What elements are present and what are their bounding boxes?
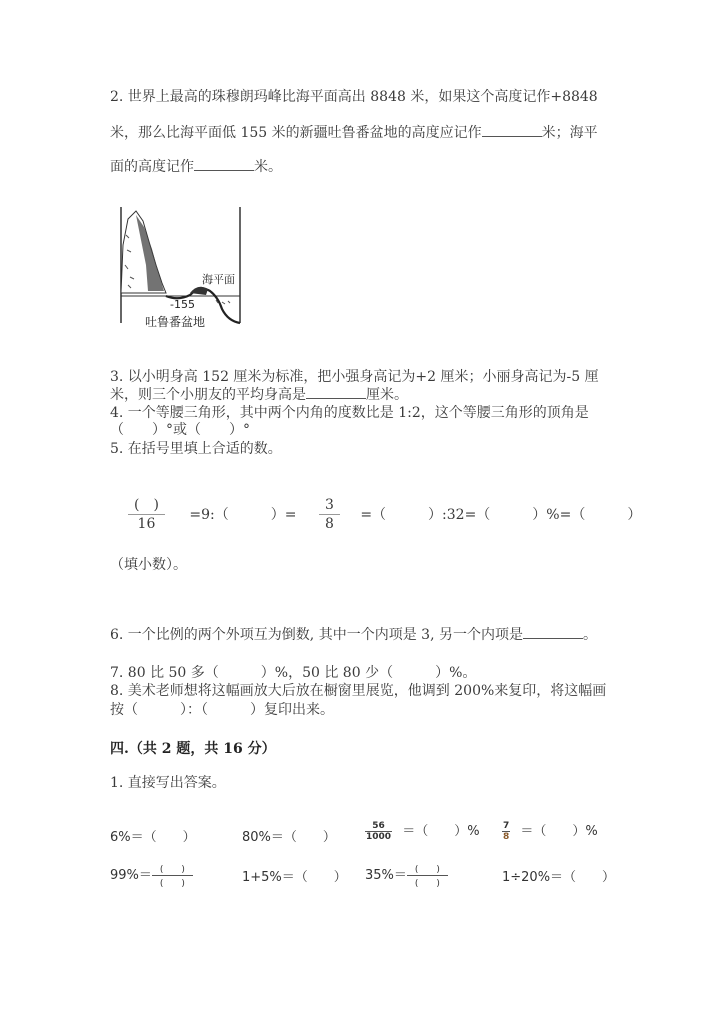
calc-item-8[interactable]: 1÷20%＝（ ） [502, 870, 616, 885]
q2-line1: 2. 世界上最高的珠穆朗玛峰比海平面高出 8848 米，如果这个高度记作+8848 [110, 89, 598, 105]
q3-line1: 3. 以小明身高 152 厘米为标准，把小强身高记为+2 厘米；小丽身高记为-5 厘 [110, 369, 599, 385]
calc-item-7[interactable] [365, 862, 448, 889]
calc-item-5[interactable] [110, 862, 193, 889]
q6-line1 [110, 626, 597, 644]
sea-level-label: 海平面 [202, 273, 235, 286]
q5-equation [128, 496, 641, 533]
calc-item-5-num[interactable]: ( ) [159, 865, 185, 875]
calc-item-4-num: 7 [503, 821, 510, 831]
calc-item-5-lhs: 99%＝ [110, 868, 152, 883]
depth-label: -155 [170, 298, 195, 311]
q3-line2-text: 米，则三个小朋友的平均身高是 [110, 387, 306, 403]
q5-note: （填小数）。 [110, 557, 187, 573]
mountain-basin-illustration [118, 205, 244, 330]
terrain-figure [118, 205, 244, 330]
calc-item-5-den[interactable]: ( ) [152, 875, 193, 889]
calc-item-2[interactable]: 80%＝（ ） [242, 830, 336, 845]
q5-frac2-denominator: 8 [319, 514, 340, 533]
calc-item-4-rest: ＝（ ）% [520, 824, 598, 839]
basin-label: 吐鲁番盆地 [145, 315, 206, 329]
calc-item-6[interactable]: 1+5%＝（ ） [242, 870, 347, 885]
calc-item-1[interactable]: 6%＝（ ） [110, 830, 196, 845]
q5-frac2-numerator: 3 [324, 497, 334, 513]
q8-line1: 8. 美术老师想将这幅画放大后放在橱窗里展览，他调到 200%来复印，将这幅画 [110, 683, 607, 699]
q7-line1[interactable]: 7. 80 比 50 多（ ）%，50 比 80 少（ ）%。 [110, 665, 477, 681]
q6-tail: 。 [582, 627, 597, 643]
q6-answer-blank[interactable] [523, 626, 583, 639]
q2-line2 [110, 124, 598, 142]
q2-line2-tail: 米；海平 [541, 125, 598, 141]
calc-item-4-fraction [502, 821, 510, 842]
q5-part2[interactable]: =9:（ ）= [189, 506, 297, 523]
calc-item-3-rest: ＝（ ）% [402, 824, 480, 839]
calc-item-3-fraction [365, 821, 392, 842]
section-4-header: 四.（共 2 题，共 16 分） [110, 741, 276, 757]
calc-item-3[interactable] [365, 820, 480, 842]
calc-item-4-den: 8 [503, 832, 510, 842]
q3-line2 [110, 386, 408, 404]
calc-item-7-fraction [407, 862, 448, 889]
q4-line2[interactable]: （ ）°或（ ）° [110, 422, 250, 438]
q5-line1: 5. 在括号里填上合适的数。 [110, 441, 282, 457]
q5-fraction-1 [128, 496, 165, 533]
q5-frac1-denominator: 16 [128, 514, 165, 533]
q2-line2-text: 米，那么比海平面低 155 米的新疆吐鲁番盆地的高度应记作 [110, 125, 482, 141]
q2-answer-blank-2[interactable] [194, 158, 254, 171]
section-4-q1: 1. 直接写出答案。 [110, 775, 226, 791]
calc-item-3-num: 56 [372, 821, 385, 831]
q3-answer-blank[interactable] [306, 386, 366, 399]
q5-fraction-2 [319, 496, 340, 533]
q2-line3 [110, 158, 282, 176]
q5-part3[interactable]: =（ ）:32=（ ）%=（ ） [360, 506, 642, 523]
q5-frac1-numerator[interactable]: ( ) [134, 497, 159, 513]
q4-line1: 4. 一个等腰三角形，其中两个内角的度数比是 1:2，这个等腰三角形的顶角是 [110, 405, 589, 421]
calc-item-3-den: 1000 [366, 832, 392, 842]
q6-text: 6. 一个比例的两个外项互为倒数, 其中一个内项是 3, 另一个内项是 [110, 627, 523, 643]
q2-line3-text: 面的高度记作 [110, 159, 194, 175]
q2-line3-tail: 米。 [254, 159, 282, 175]
calc-item-7-lhs: 35%＝ [365, 868, 407, 883]
q3-line2-tail: 厘米。 [366, 387, 408, 403]
q2-answer-blank-1[interactable] [482, 124, 542, 137]
q8-line2[interactable]: 按（ ）：（ ）复印出来。 [110, 702, 334, 718]
calc-item-7-den[interactable]: ( ) [407, 875, 448, 889]
calc-item-5-fraction [152, 862, 193, 889]
calc-item-4[interactable] [502, 820, 598, 842]
calc-item-7-num[interactable]: ( ) [414, 865, 440, 875]
